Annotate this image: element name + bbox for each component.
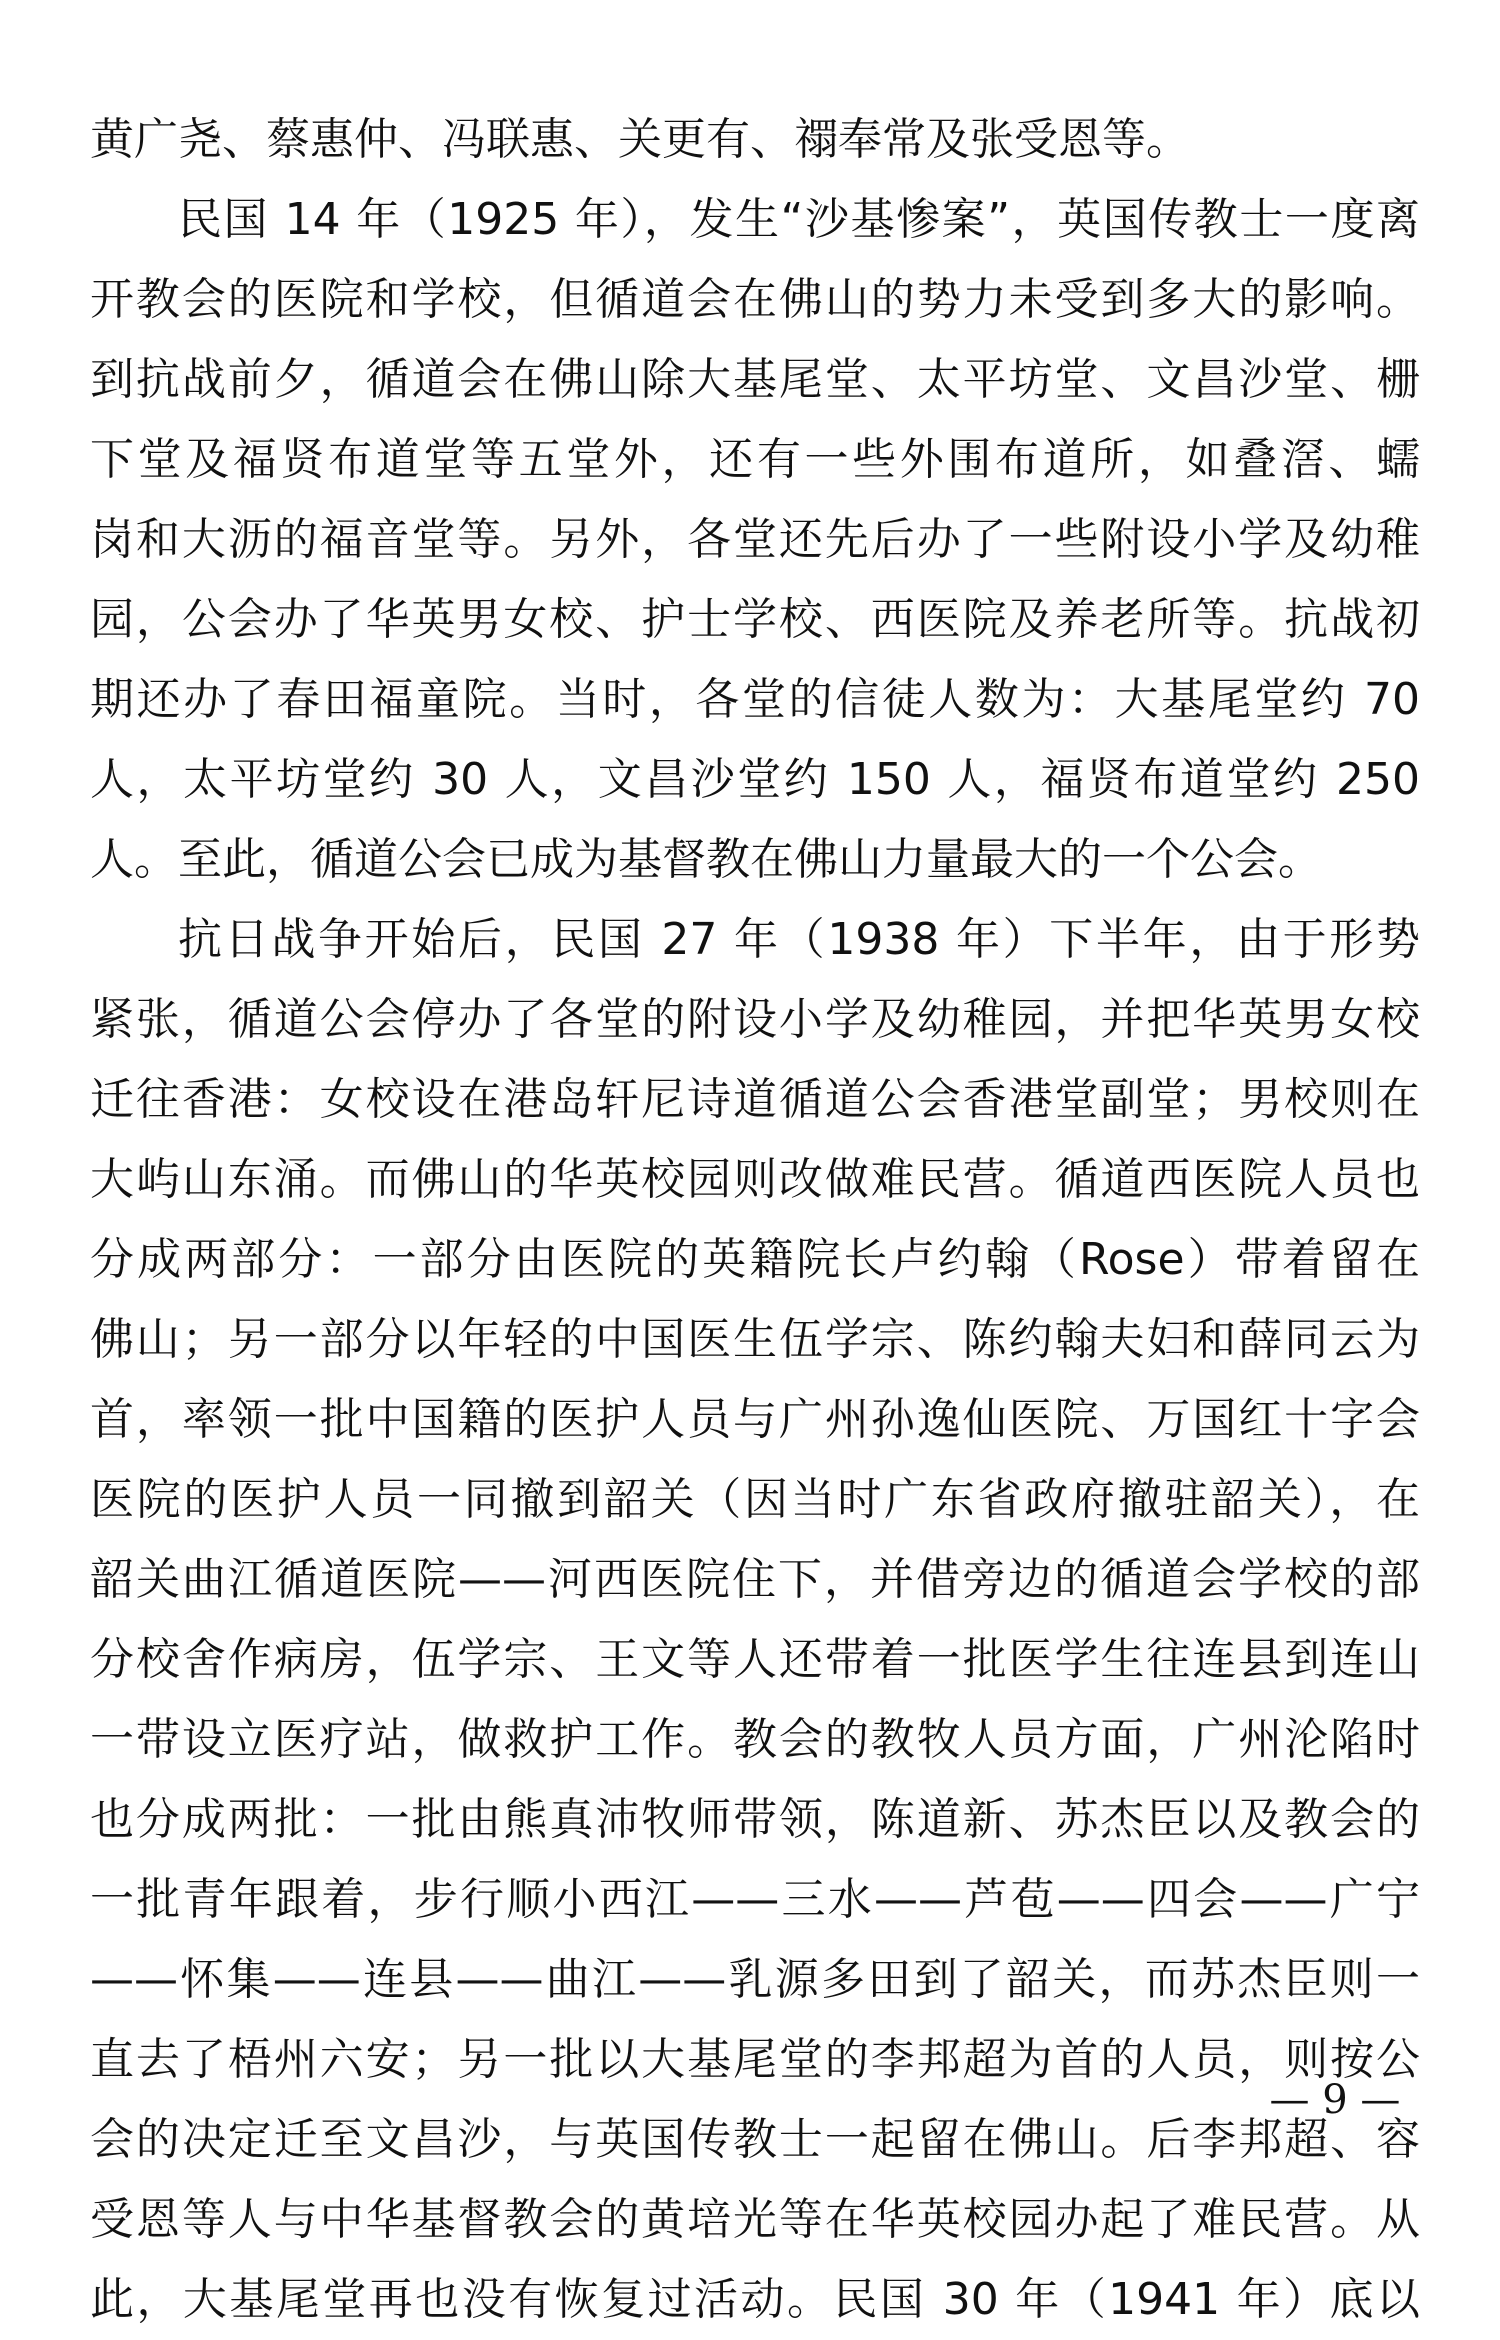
text-line: 医院的医护人员一同撤到韶关（因当时广东省政府撤驻韶关），在 — [90, 1474, 1420, 1525]
text-line: 人，太平坊堂约 30 人，文昌沙堂约 150 人，福贤布道堂约 250 — [90, 754, 1420, 805]
text-line: 韶关曲江循道医院——河西医院住下，并借旁边的循道会学校的部 — [90, 1554, 1420, 1605]
text-line: 民国 14 年（1925 年），发生“沙基惨案”，英国传教士一度离 — [178, 194, 1420, 245]
text-line: 此，大基尾堂再也没有恢复过活动。民国 30 年（1941 年）底以 — [90, 2274, 1420, 2325]
page-number: — 9 — — [1269, 2077, 1401, 2123]
text-line: 岗和大沥的福音堂等。另外，各堂还先后办了一些附设小学及幼稚 — [90, 514, 1420, 565]
text-line: 一批青年跟着，步行顺小西江——三水——芦苞——四会——广宁 — [90, 1874, 1420, 1925]
text-line: 人。至此，循道公会已成为基督教在佛山力量最大的一个公会。 — [90, 834, 1322, 885]
text-line: 一带设立医疗站，做救护工作。教会的教牧人员方面，广州沦陷时 — [90, 1714, 1420, 1765]
text-line: 受恩等人与中华基督教会的黄培光等在华英校园办起了难民营。从 — [90, 2194, 1420, 2245]
text-line: 黄广尧、蔡惠仲、冯联惠、关更有、禤奉常及张受恩等。 — [90, 114, 1190, 165]
text-line: 下堂及福贤布道堂等五堂外，还有一些外围布道所，如叠滘、蠕 — [90, 434, 1420, 485]
text-line: 直去了梧州六安；另一批以大基尾堂的李邦超为首的人员，则按公 — [90, 2034, 1420, 2085]
text-line: 佛山；另一部分以年轻的中国医生伍学宗、陈约翰夫妇和薛同云为 — [90, 1314, 1420, 1365]
text-line: 期还办了春田福童院。当时，各堂的信徒人数为：大基尾堂约 70 — [90, 674, 1420, 725]
text-line: 也分成两批：一批由熊真沛牧师带领，陈道新、苏杰臣以及教会的 — [90, 1794, 1420, 1845]
text-line: 抗日战争开始后，民国 27 年（1938 年）下半年，由于形势 — [178, 914, 1420, 965]
text-line: 开教会的医院和学校，但循道会在佛山的势力未受到多大的影响。 — [90, 274, 1420, 325]
text-line: 迁往香港：女校设在港岛轩尼诗道循道公会香港堂副堂；男校则在 — [90, 1074, 1420, 1125]
text-line: 首，率领一批中国籍的医护人员与广州孙逸仙医院、万国红十字会 — [90, 1394, 1420, 1445]
text-line: 大屿山东涌。而佛山的华英校园则改做难民营。循道西医院人员也 — [90, 1154, 1420, 1205]
text-line: 紧张，循道公会停办了各堂的附设小学及幼稚园，并把华英男女校 — [90, 994, 1420, 1045]
text-line: ——怀集——连县——曲江——乳源多田到了韶关，而苏杰臣则一 — [90, 1954, 1420, 2005]
text-line: 会的决定迁至文昌沙，与英国传教士一起留在佛山。后李邦超、容 — [90, 2114, 1420, 2165]
text-line: 园，公会办了华英男女校、护士学校、西医院及养老所等。抗战初 — [90, 594, 1420, 645]
text-line: 分校舍作病房，伍学宗、王文等人还带着一批医学生往连县到连山 — [90, 1634, 1420, 1685]
text-line: 到抗战前夕，循道会在佛山除大基尾堂、太平坊堂、文昌沙堂、栅 — [90, 354, 1420, 405]
text-line: 分成两部分：一部分由医院的英籍院长卢约翰（Rose）带着留在 — [90, 1234, 1420, 1285]
